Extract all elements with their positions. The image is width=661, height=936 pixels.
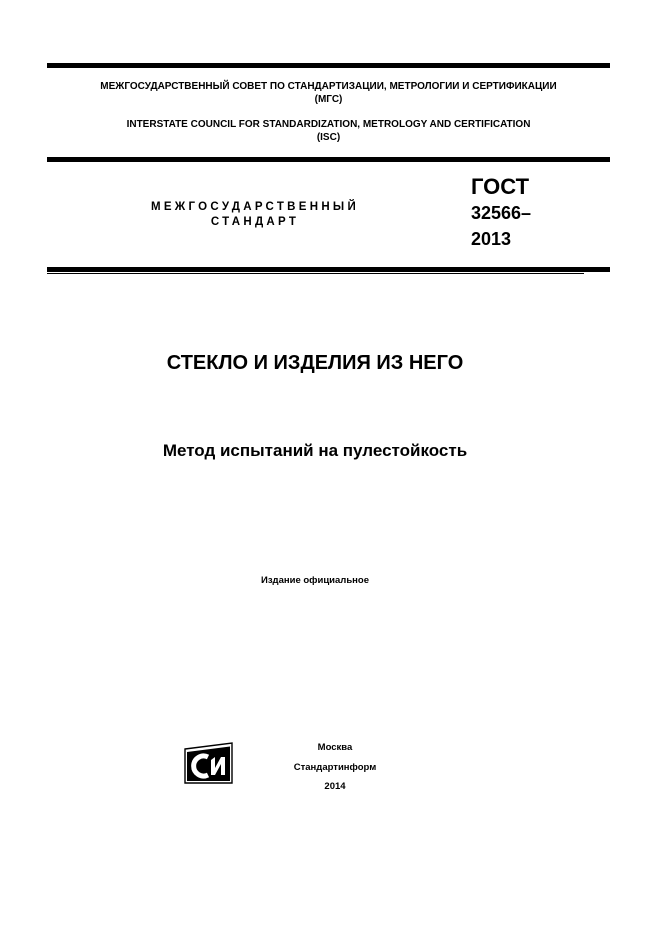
bottom-thin-rule bbox=[47, 273, 584, 274]
council-name-ru: МЕЖГОСУДАРСТВЕННЫЙ СОВЕТ ПО СТАНДАРТИЗАЦИИ, МЕТРОЛОГИИ И СЕРТИФИКАЦИИ bbox=[100, 81, 557, 92]
council-name-en: INTERSTATE COUNCIL FOR STANDARDIZATION, METROLOGY AND CERTIFICATION bbox=[126, 119, 531, 130]
middle-rule bbox=[47, 157, 610, 162]
document-subtitle: Метод испытаний на пулестойкость bbox=[162, 441, 468, 460]
gost-designation bbox=[471, 174, 531, 252]
council-abbr-en: (ISC) bbox=[316, 132, 341, 143]
standard-type-line-2: СТАНДАРТ bbox=[210, 216, 300, 228]
gost-number: 32566– bbox=[471, 203, 532, 223]
council-abbr-ru: (МГС) bbox=[314, 94, 343, 105]
imprint-publisher: Стандартинформ bbox=[293, 762, 377, 773]
top-rule bbox=[47, 63, 610, 68]
imprint-city: Москва bbox=[317, 742, 353, 753]
standard-type-line-1: МЕЖГОСУДАРСТВЕННЫЙ bbox=[150, 201, 360, 213]
edition-note: Издание официальное bbox=[261, 575, 369, 586]
gost-label: ГОСТ bbox=[471, 174, 530, 199]
bottom-rule bbox=[47, 267, 610, 272]
standartinform-logo-icon bbox=[184, 742, 234, 784]
imprint-year: 2014 bbox=[324, 781, 346, 792]
gost-year: 2013 bbox=[471, 229, 512, 249]
standard-type bbox=[120, 200, 390, 230]
document-title: СТЕКЛО И ИЗДЕЛИЯ ИЗ НЕГО bbox=[166, 352, 464, 374]
